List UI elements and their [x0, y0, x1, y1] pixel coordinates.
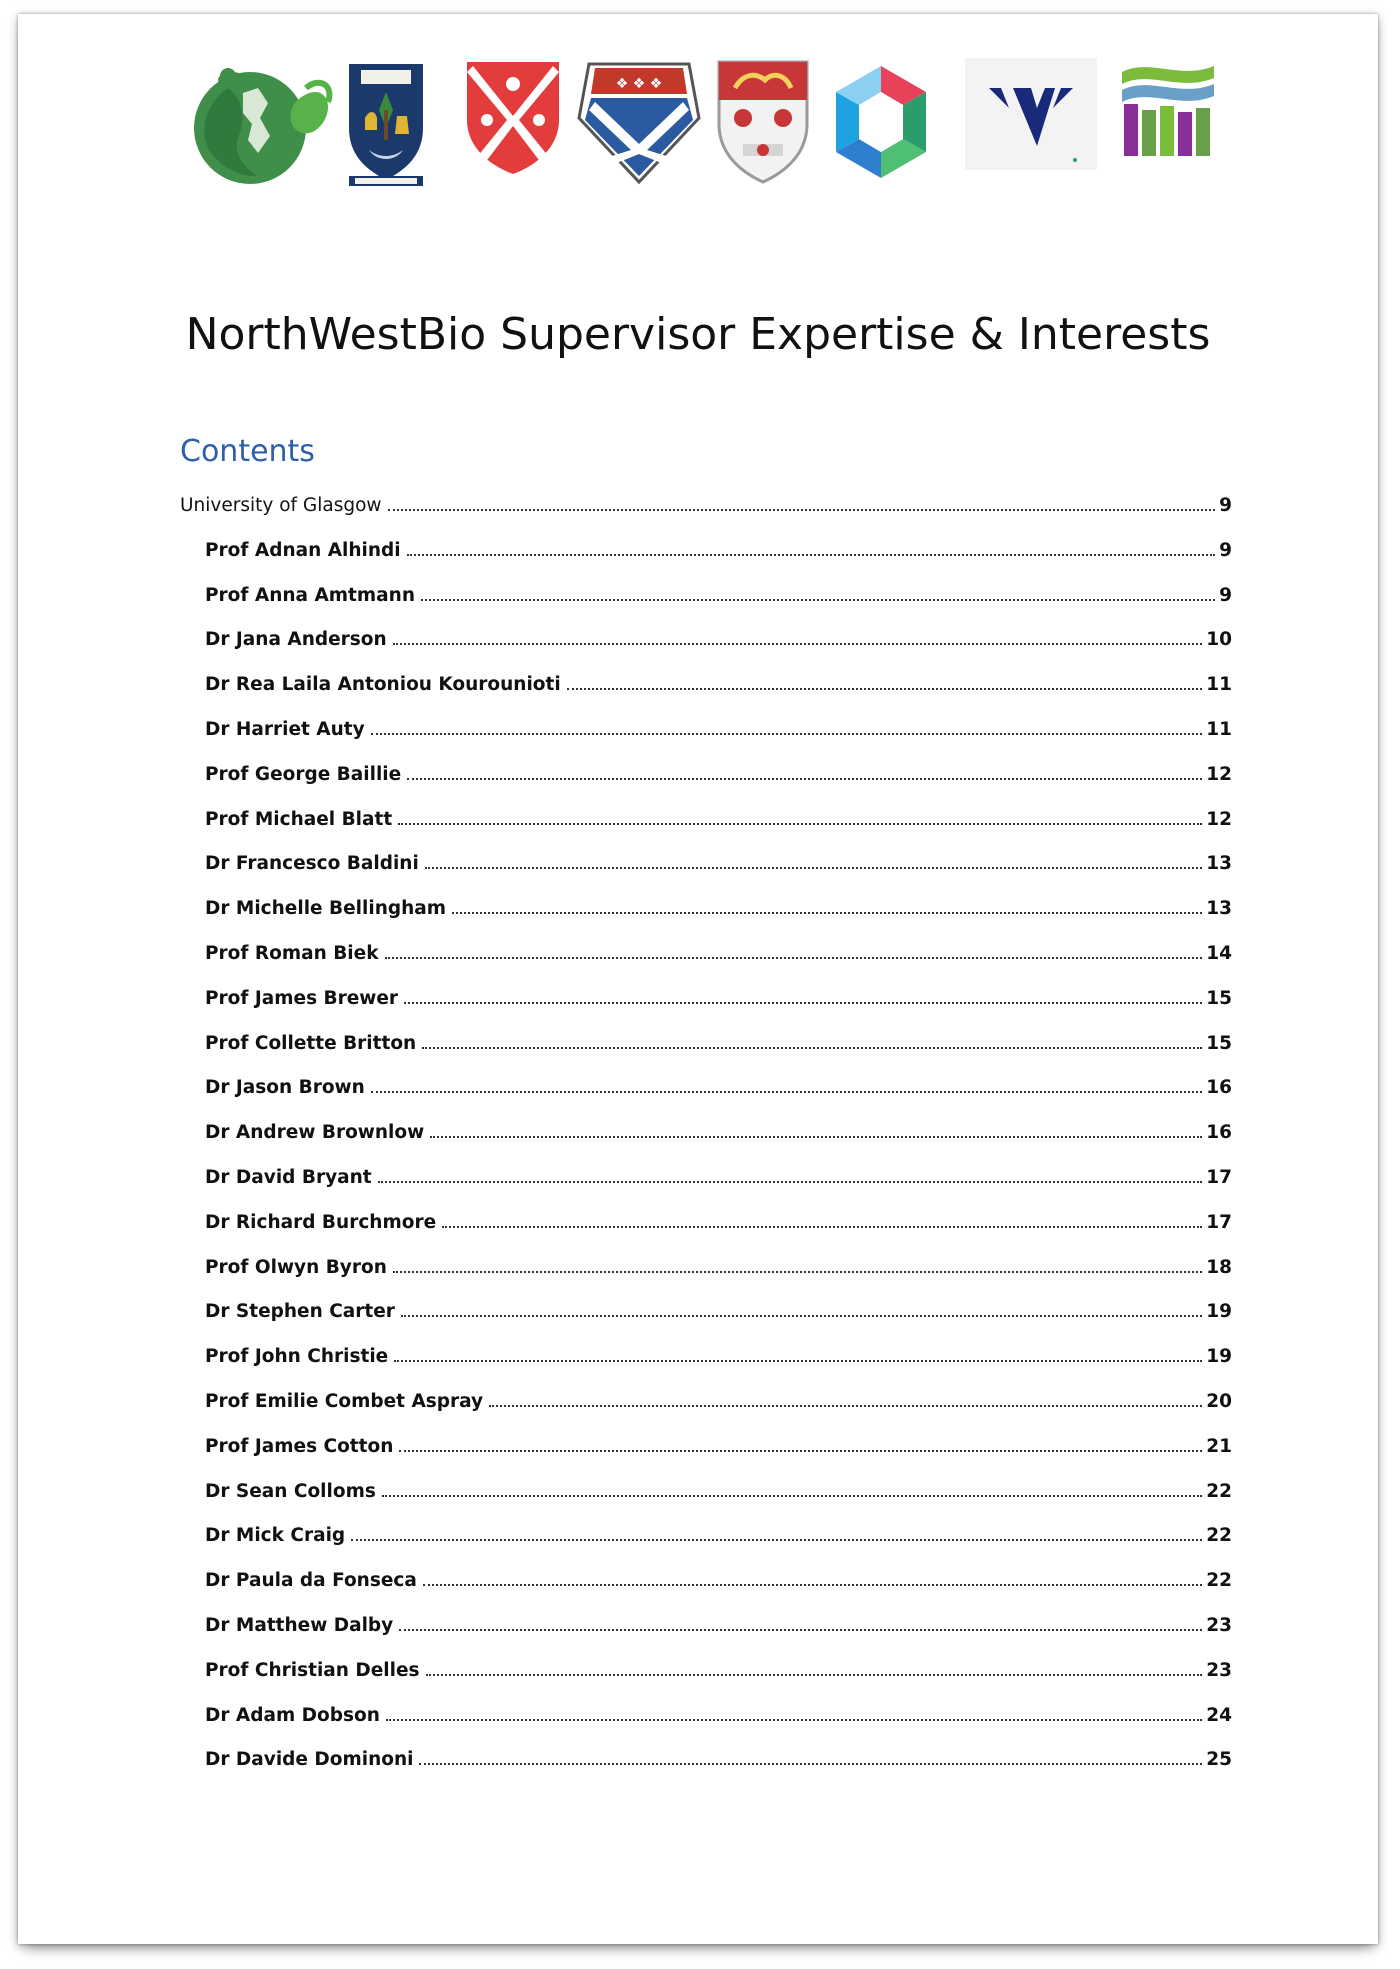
toc-page-number: 15 — [1206, 987, 1232, 1009]
toc-entry-label: Dr David Bryant — [205, 1167, 372, 1188]
toc-entry-label: Prof Olwyn Byron — [205, 1256, 387, 1278]
toc-entry-label: Dr Jason Brown — [205, 1077, 365, 1099]
toc-dot-leader — [426, 1673, 1203, 1676]
toc-page-number: 17 — [1206, 1211, 1232, 1233]
toc-page-number: 23 — [1206, 1615, 1232, 1636]
logo-strip — [188, 58, 1218, 208]
toc-entry-label: Dr Michelle Bellingham — [205, 898, 447, 920]
toc-page-number: 19 — [1206, 1346, 1232, 1368]
toc-entry-label: Prof Collette Britton — [205, 1032, 417, 1054]
toc-entry-label: Prof Emilie Combet Aspray — [205, 1391, 484, 1412]
toc-page-number: 18 — [1206, 1256, 1232, 1278]
blue-saltire-shield-logo — [575, 58, 703, 188]
toc-dot-leader — [422, 1046, 1202, 1049]
toc-entry[interactable] — [205, 1292, 1232, 1322]
toc-dot-leader — [378, 1180, 1203, 1183]
toc-dot-leader — [394, 1359, 1202, 1362]
red-saltire-shield-logo — [463, 58, 563, 178]
toc-entry[interactable] — [205, 1427, 1232, 1457]
university-of-glasgow-crest — [345, 58, 427, 188]
toc-entry-label: Prof John Christie — [205, 1346, 389, 1368]
toc-dot-leader — [489, 1404, 1202, 1407]
toc-page-number: 19 — [1206, 1301, 1232, 1323]
toc-entry[interactable] — [205, 1248, 1232, 1278]
toc-dot-leader — [421, 598, 1215, 601]
toc-dot-leader — [442, 1225, 1202, 1228]
toc-entry-label: Dr Richard Burchmore — [205, 1211, 437, 1233]
toc-entry[interactable] — [205, 576, 1232, 606]
toc-dot-leader — [401, 1314, 1202, 1317]
toc-entry-label: Dr Francesco Baldini — [205, 853, 419, 875]
toc-dot-leader — [399, 1449, 1202, 1452]
toc-page-number: 16 — [1206, 1077, 1232, 1099]
toc-entry-label: University of Glasgow — [180, 495, 382, 516]
green-earth-leaf-logo — [188, 58, 338, 188]
toc-page-number: 23 — [1206, 1659, 1232, 1681]
toc-dot-leader — [567, 687, 1203, 690]
toc-entry-label: Dr Paula da Fonseca — [205, 1570, 417, 1592]
toc-entry-label: Prof Michael Blatt — [205, 808, 393, 830]
toc-page-number: 22 — [1206, 1525, 1232, 1547]
toc-page-number: 17 — [1206, 1167, 1232, 1188]
toc-entry-label: Dr Jana Anderson — [205, 629, 387, 651]
toc-page-number: 15 — [1206, 1032, 1232, 1054]
toc-dot-leader — [404, 1001, 1202, 1004]
toc-entry-label: Prof Roman Biek — [205, 943, 379, 964]
svg-text:❖ ❖ ❖: ❖ ❖ ❖ — [615, 76, 663, 92]
toc-entry[interactable] — [205, 1068, 1232, 1098]
toc-entry-label: Prof James Brewer — [205, 987, 399, 1009]
toc-dot-leader — [423, 1583, 1202, 1586]
toc-dot-leader — [419, 1762, 1202, 1765]
toc-page-number: 9 — [1219, 584, 1232, 606]
toc-entry-label: Prof Adnan Alhindi — [205, 539, 401, 561]
colored-hexagon-logo — [826, 58, 936, 188]
toc-entry[interactable] — [205, 665, 1232, 695]
toc-entry[interactable] — [205, 620, 1232, 650]
toc-entry[interactable] — [205, 531, 1232, 561]
blue-v-logo — [965, 58, 1097, 170]
toc-page-number: 24 — [1206, 1704, 1232, 1726]
toc-entry-label: Dr Rea Laila Antoniou Kourounioti — [205, 674, 561, 696]
toc-page-number: 16 — [1206, 1122, 1232, 1144]
toc-entry[interactable] — [205, 1696, 1232, 1726]
toc-entry-label: Prof Christian Delles — [205, 1659, 420, 1681]
toc-entry[interactable] — [205, 1158, 1232, 1188]
toc-entry[interactable] — [205, 1113, 1232, 1143]
toc-dot-leader — [382, 1494, 1202, 1497]
toc-dot-leader — [452, 911, 1202, 914]
toc-page-number: 9 — [1219, 539, 1232, 561]
toc-entry[interactable] — [205, 889, 1232, 919]
document-title: NorthWestBio Supervisor Expertise & Interests — [185, 309, 1211, 360]
toc-dot-leader — [393, 642, 1203, 645]
toc-entry[interactable] — [205, 755, 1232, 785]
toc-entry-label: Dr Sean Colloms — [205, 1480, 376, 1502]
toc-page-number: 14 — [1206, 943, 1232, 964]
toc-entry-label: Prof Anna Amtmann — [205, 584, 416, 606]
toc-entry[interactable] — [205, 1740, 1232, 1770]
toc-entry-label: Prof James Cotton — [205, 1435, 394, 1457]
toc-entry[interactable] — [205, 1382, 1232, 1412]
toc-entry-label: Dr Matthew Dalby — [205, 1615, 394, 1636]
toc-entry[interactable] — [205, 1561, 1232, 1591]
toc-entry[interactable] — [205, 1651, 1232, 1681]
toc-entry-label: Dr Stephen Carter — [205, 1301, 395, 1323]
toc-section-entry[interactable] — [180, 486, 1232, 516]
toc-dot-leader — [351, 1538, 1202, 1541]
toc-dot-leader — [371, 1090, 1202, 1093]
toc-entry-label: Dr Andrew Brownlow — [205, 1122, 425, 1144]
toc-dot-leader — [386, 1718, 1202, 1721]
toc-dot-leader — [398, 822, 1202, 825]
toc-page-number: 10 — [1206, 629, 1232, 651]
toc-dot-leader — [399, 1628, 1202, 1631]
toc-entry-label: Dr Mick Craig — [205, 1525, 346, 1547]
toc-page-number: 25 — [1206, 1749, 1232, 1771]
toc-page-number: 13 — [1206, 853, 1232, 875]
toc-entry[interactable] — [205, 1024, 1232, 1054]
toc-dot-leader — [425, 866, 1202, 869]
toc-page-number: 22 — [1206, 1570, 1232, 1592]
toc-dot-leader — [371, 732, 1203, 735]
toc-entry[interactable] — [205, 844, 1232, 874]
toc-dot-leader — [407, 777, 1202, 780]
toc-page-number: 21 — [1206, 1435, 1232, 1457]
toc-entry-label: Dr Adam Dobson — [205, 1704, 380, 1726]
toc-entry-label: Dr Harriet Auty — [205, 719, 365, 740]
toc-dot-leader — [407, 553, 1215, 556]
toc-entry[interactable] — [205, 1203, 1232, 1233]
toc-page-number: 9 — [1219, 495, 1232, 516]
toc-page-number: 13 — [1206, 898, 1232, 920]
toc-entry[interactable] — [205, 1516, 1232, 1546]
toc-entry[interactable] — [205, 1472, 1232, 1502]
contents-heading: Contents — [180, 434, 315, 469]
toc-entry-label: Dr Davide Dominoni — [205, 1749, 414, 1771]
toc-entry[interactable] — [205, 979, 1232, 1009]
toc-page-number: 11 — [1206, 719, 1232, 740]
toc-dot-leader — [430, 1135, 1202, 1138]
toc-entry[interactable] — [205, 710, 1232, 740]
toc-entry[interactable] — [205, 1606, 1232, 1636]
toc-dot-leader — [388, 508, 1216, 511]
toc-entry[interactable] — [205, 934, 1232, 964]
toc-entry[interactable] — [205, 1337, 1232, 1367]
toc-page-number: 12 — [1206, 763, 1232, 785]
toc-page-number: 12 — [1206, 808, 1232, 830]
document-page — [18, 14, 1378, 1944]
red-lion-shield-logo — [715, 58, 811, 188]
toc-entry[interactable] — [205, 800, 1232, 830]
toc-entry-label: Prof George Baillie — [205, 763, 402, 785]
toc-dot-leader — [393, 1270, 1202, 1273]
toc-page-number: 11 — [1206, 674, 1232, 696]
toc-dot-leader — [385, 956, 1203, 959]
toc-page-number: 22 — [1206, 1480, 1232, 1502]
toc-page-number: 20 — [1206, 1391, 1232, 1412]
green-purple-bars-logo — [1120, 58, 1216, 158]
